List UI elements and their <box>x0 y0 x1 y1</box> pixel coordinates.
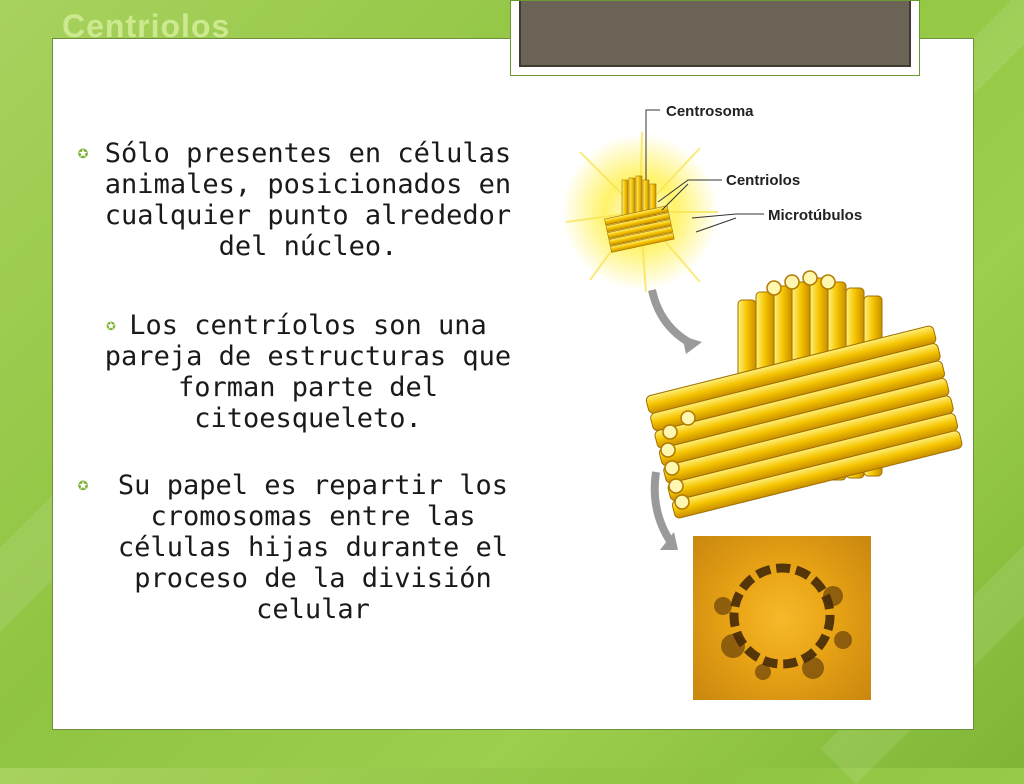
header-decoration-panel <box>519 1 911 67</box>
slide-title: Centriolos <box>62 8 231 44</box>
bullet-item <box>70 138 520 262</box>
bullet-text: Los centríolos son una pareja de estructuras que forman parte del citoesqueleto. <box>104 310 512 434</box>
centriole-micrograph <box>693 536 871 700</box>
bullet-text: Sólo presentes en células animales, posicionados en cualquier punto alrededor del núcleo. <box>104 138 512 262</box>
bullet-item <box>70 470 520 625</box>
label-centrosoma: Centrosoma <box>666 103 754 120</box>
arrow-icon <box>652 290 702 354</box>
bullet-item <box>70 310 520 434</box>
header-decoration <box>510 0 920 76</box>
bullet-text: Su papel es repartir los cromosomas entre las células hijas durante el proceso de la división celular <box>117 470 509 625</box>
micrograph-ring <box>693 536 871 700</box>
bullet-list <box>70 138 520 625</box>
circle-bullet-icon: ✪ <box>106 315 116 334</box>
label-centriolos: Centriolos <box>726 172 801 189</box>
circle-bullet-icon: ✪ <box>77 142 89 163</box>
circle-bullet-icon: ✪ <box>77 474 89 495</box>
label-microtubulos: Microtúbulos <box>768 207 863 224</box>
